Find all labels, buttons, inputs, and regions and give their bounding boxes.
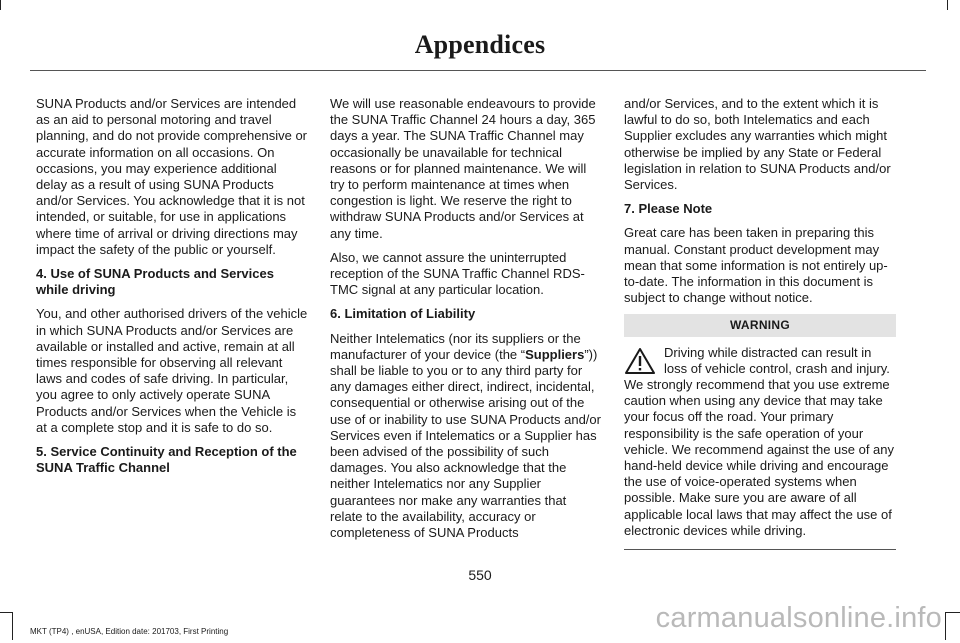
section-heading-6: 6. Limitation of Liability: [330, 306, 476, 322]
section-heading-5: 5. Service Continuity and Reception of the SUNA Traffic Channel: [36, 444, 297, 476]
warning-header: WARNING: [624, 314, 896, 336]
page-number: 550: [468, 567, 492, 583]
page-title: Appendices: [414, 30, 546, 59]
paragraph: Also, we cannot assure the uninterrupted reception of the SUNA Traffic Channel RDS-TMC signal at any particular location.: [330, 249, 585, 298]
bold-term: Suppliers: [525, 346, 585, 362]
paragraph: [330, 331, 602, 542]
text-run: ”)) shall be liable to you or to any third party for any damages either direct, indirect, incidental, consequential or otherwise arising out of the use of or inability to use SUNA Products and/or Services even if Intelematics or a Supplier has been advised of the possibility of such damages. You also acknowledge that the neither Intelematics nor any Supplier guarantees nor make any warranties that relate to the availability, accuracy or completeness of SUNA Products: [330, 346, 601, 541]
title-divider: [30, 70, 926, 71]
warning-divider: [624, 549, 896, 550]
column-2: [330, 96, 602, 549]
text-run: Neither Intelematics (nor its suppliers or the manufacturer of your device (the “: [330, 330, 581, 362]
crop-mark-bottom-right-h: [946, 612, 960, 613]
paragraph: Great care has been taken in preparing this manual. Constant product development may mean that some information is not entirely up-to-date. The information in this document is subject to change without notice.: [624, 225, 888, 306]
paragraph: and/or Services, and to the extent which it is lawful to do so, both Intelematics and each Supplier excludes any warranties which might otherwise be implied by any State or Federal legislation in relation to SUNA Products and/or Services.: [624, 96, 891, 193]
paragraph: SUNA Products and/or Services are intended as an aid to personal motoring and travel planning, and do not provide comprehensive or accurate information on all occasions. On occasions, you may experience additional delay as a result of using SUNA Products and/or Services. You acknowledge that it is not intended, or suitable, for use in applications where time of arrival or driving directions may impact the safety of the public or yourself.: [36, 96, 308, 257]
paragraph: You, and other authorised drivers of the vehicle in which SUNA Products and/or Services are available or installed and active, remain at all times responsible for observing all relevant laws and codes of safe driving. In particular, you agree to only actively operate SUNA Products and/or Services when the Vehicle is at a complete stop and it is safe to do so.: [36, 306, 308, 435]
crop-mark-bottom-left-h: [0, 612, 12, 613]
crop-mark-top-left: [0, 0, 1, 10]
column-3: [624, 96, 896, 550]
watermark: carmanualsonline.info: [655, 602, 942, 634]
warning-body-text: Driving while distracted can result in loss of vehicle control, crash and injury. We strongly recommend that you use extreme caution when using any device that may take your focus off the road. Your primary responsibility is the safe operation of your vehicle. We recommend against the use of any hand-held device while driving and encourage the use of voice-operated systems when possible. Make sure you are aware of all applicable local laws that may affect the use of electronic devices while driving.: [624, 344, 895, 538]
edition-footer: MKT (TP4) , enUSA, Edition date: 201703, First Printing: [30, 627, 229, 636]
section-heading-4: 4. Use of SUNA Products and Services while driving: [36, 266, 274, 298]
paragraph: We will use reasonable endeavours to provide the SUNA Traffic Channel 24 hours a day, 365 days a year. The SUNA Traffic Channel may occasionally be unavailable for technical reasons or for planned maintenance. We will try to perform maintenance at times when congestion is light. We reserve the right to withdraw SUNA Products and/or Services at any time.: [330, 96, 596, 241]
crop-mark-bottom-right: [945, 612, 946, 640]
warning-text: [624, 345, 896, 539]
crop-mark-top-right: [947, 0, 948, 10]
column-1: [36, 96, 308, 484]
section-heading-7: 7. Please Note: [624, 201, 713, 217]
warning-triangle-icon: [624, 347, 656, 375]
crop-mark-bottom-left: [12, 612, 13, 640]
